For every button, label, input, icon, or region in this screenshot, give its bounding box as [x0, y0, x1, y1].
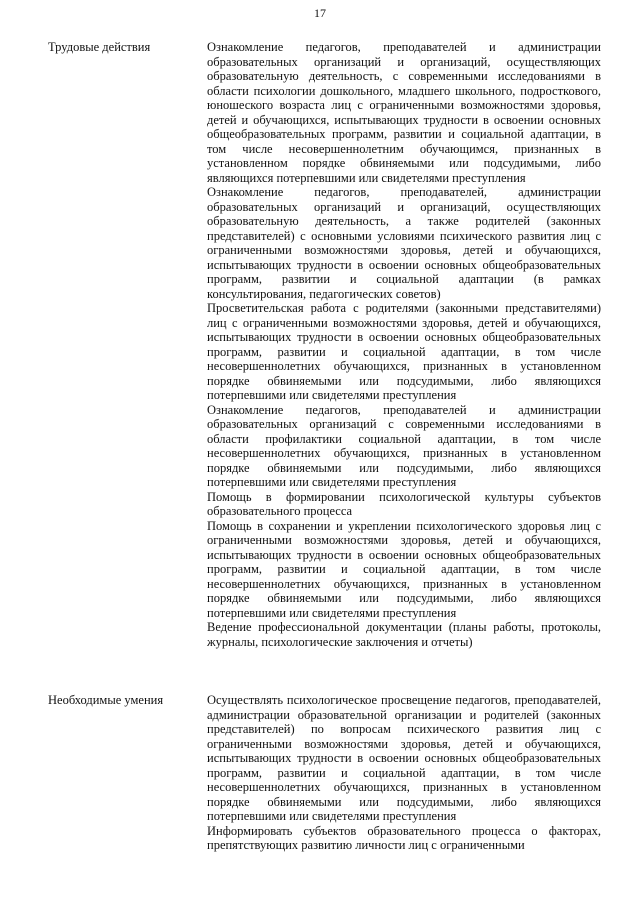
- list-item: Помощь в формировании психологической культуры субъектов образовательного процесса: [207, 489, 601, 518]
- list-item: Осуществлять психологическое просвещение педагогов, преподавателей, администрации образовательной организации и родителей (законных представителей) по вопросам психического развития лиц с ограниченными возможностями здоровья, детей и обучающихся, испытывающих трудности в освоении основных общеобразовательных программ, развитии и социальной адаптации, в том числе несовершеннолетних обучающихся, признанных в установленном порядке обвиняемыми или подсудимыми, либо являющихся потерпевшими или свидетелями преступления: [207, 693, 601, 823]
- section-items: [207, 693, 601, 853]
- list-item: Ознакомление педагогов, преподавателей, администрации образовательных организаций и организаций, осуществляющих образовательную деятельность, а также родителей (законных представителей) с основными условиями психического развития лиц с ограниченными возможностями здоровья, детей и обучающихся, испытывающих трудности в освоении основных общеобразовательных программ, развитии и социальной адаптации (в рамках консультирования, педагогических советов): [207, 185, 601, 301]
- list-item: Ведение профессиональной документации (планы работы, протоколы, журналы, психологические заключения и отчеты): [207, 620, 601, 649]
- list-item: Информировать субъектов образовательного процесса о факторах, препятствующих развитию личности лиц с ограниченными: [207, 823, 601, 852]
- section-items: [207, 40, 601, 649]
- list-item: Ознакомление педагогов, преподавателей и администрации образовательных организаций с современными исследованиями в области профилактики социальной адаптации, в том числе несовершеннолетних обучающихся, признанных в установленном порядке обвиняемыми или подсудимыми, либо являющихся потерпевшими или свидетелями преступления: [207, 402, 601, 489]
- page-number: 17: [314, 6, 326, 20]
- list-item: Помощь в сохранении и укреплении психологического здоровья лиц с ограниченными возможностями здоровья, детей и обучающихся, испытывающих трудности в освоении основных общеобразовательных программ, развитии и социальной адаптации, в том числе несовершеннолетних обучающихся, признанных в установленном порядке обвиняемыми или подсудимыми, либо являющихся потерпевшими или свидетелями преступления: [207, 518, 601, 620]
- section-label: Трудовые действия: [48, 40, 151, 54]
- list-item: Ознакомление педагогов, преподавателей и администрации образовательных организаций и организаций, осуществляющих образовательную деятельность, с современными исследованиями в области психологии дошкольного, младшего школьного, подросткового, юношеского возраста лиц с ограниченными возможностями здоровья, детей и обучающихся, испытывающих трудности в освоении основных общеобразовательных программ, развитии и социальной адаптации, в том числе несовершеннолетним обучающимся, признанных в установленном порядке обвиняемыми или подсудимыми, либо являющихся потерпевшими или свидетелями преступления: [207, 40, 601, 185]
- section-label: Необходимые умения: [48, 693, 164, 707]
- list-item: Просветительская работа с родителями (законными представителями) лиц с ограниченными возможностями здоровья, детей и обучающихся, испытывающих трудности в освоении основных общеобразовательных программ, развитии и социальной адаптации, в том числе несовершеннолетних обучающихся, признанных в установленном порядке обвиняемыми или подсудимыми, либо являющихся потерпевшими или свидетелями преступления: [207, 301, 601, 402]
